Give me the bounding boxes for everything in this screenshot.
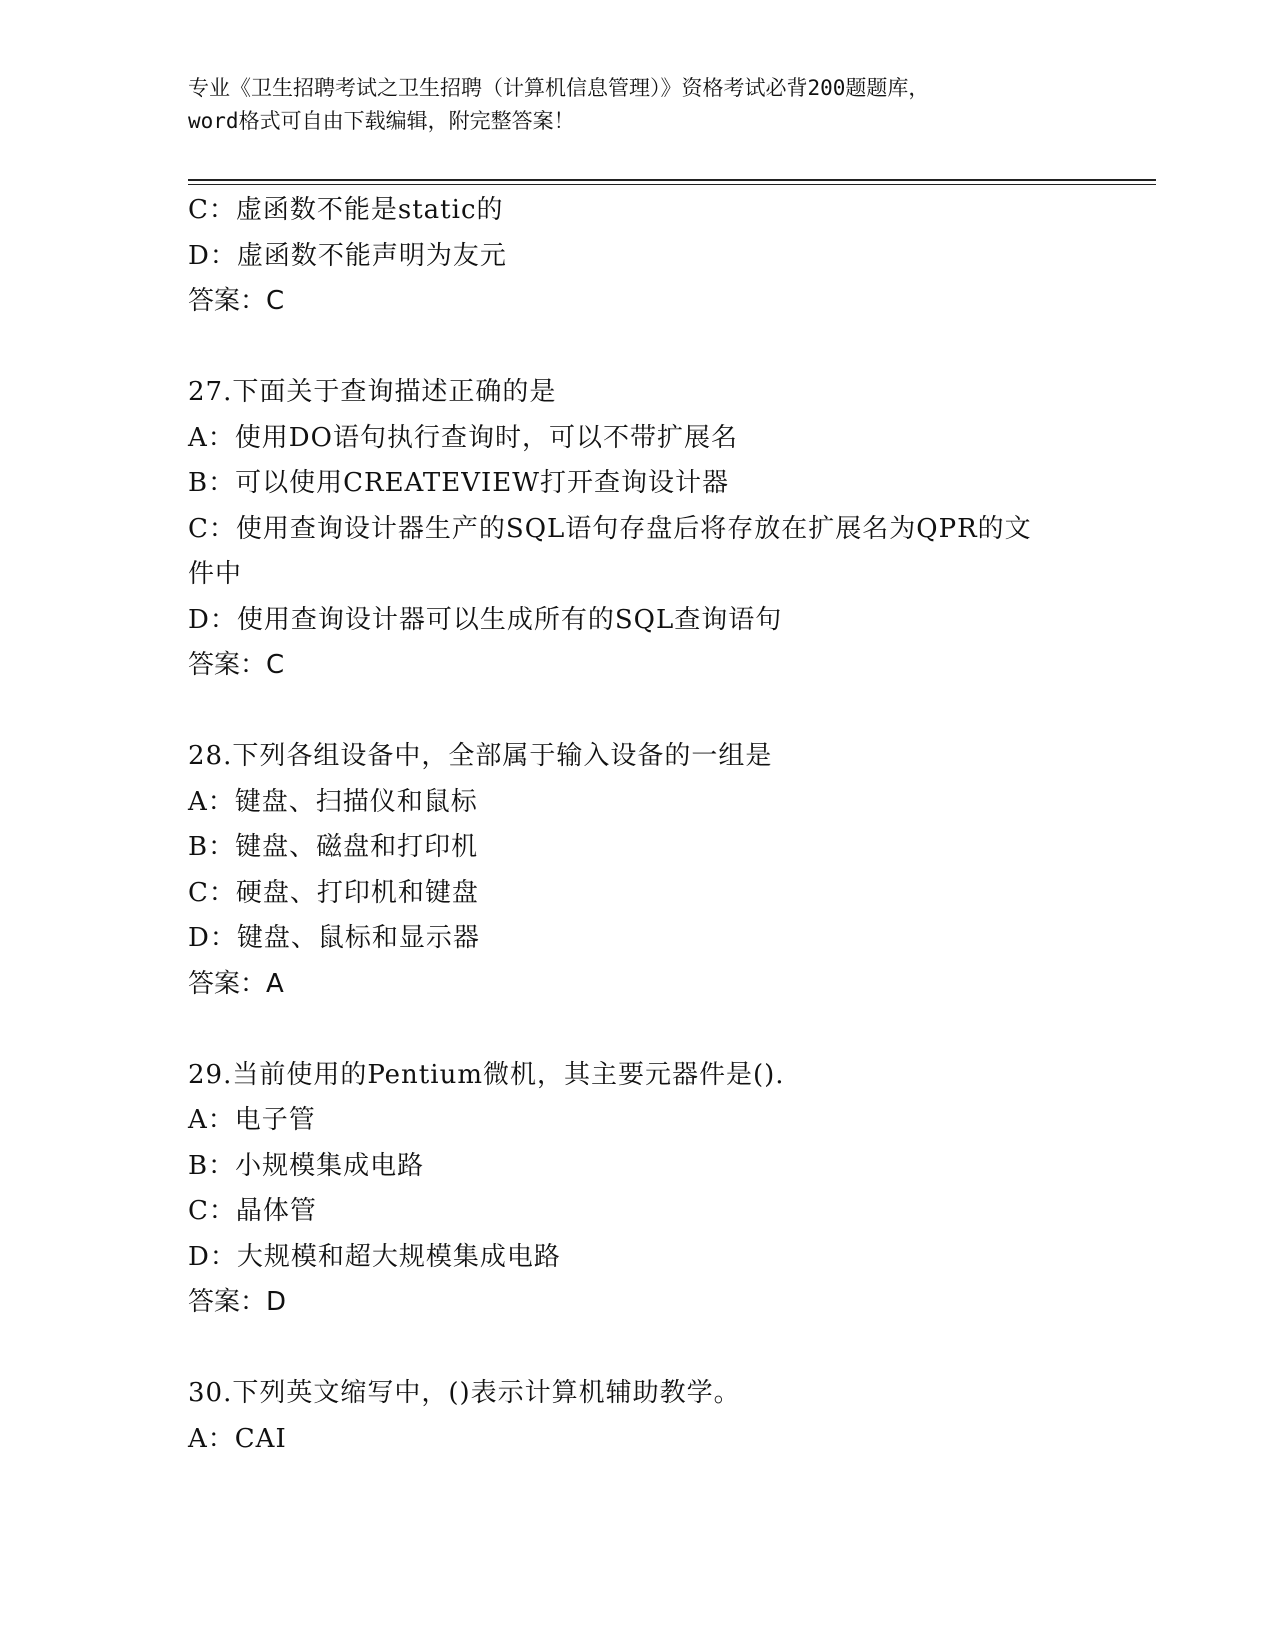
document-header (188, 72, 1088, 138)
option-b: B：小规模集成电路 (188, 1150, 425, 1181)
option-a: A：电子管 (188, 1105, 316, 1135)
option-a: A：键盘、扫描仪和鼠标 (188, 786, 478, 817)
spacer (188, 1007, 1088, 1053)
spacer (188, 1326, 1088, 1372)
answer: 答案：D (188, 1287, 287, 1317)
option-c: C：虚函数不能是static的 (188, 195, 504, 225)
option-c: C：使用查询设计器生产的SQL语句存盘后将存放在扩展名为QPR的文 (188, 513, 1032, 544)
option-a: A：CAI (188, 1423, 287, 1454)
spacer (188, 689, 1088, 735)
question-27 (188, 370, 1088, 689)
header-rule-thin (188, 184, 1156, 185)
option-b: B：键盘、磁盘和打印机 (188, 832, 479, 862)
question-28 (188, 734, 1088, 1007)
question-text: 28.下列各组设备中，全部属于输入设备的一组是 (188, 741, 773, 771)
header-rule-thick (188, 179, 1156, 181)
answer: 答案：C (188, 286, 285, 316)
option-d: D：虚函数不能声明为友元 (188, 240, 507, 271)
option-d: D：使用查询设计器可以生成所有的SQL查询语句 (188, 604, 783, 635)
option-d: D：大规模和超大规模集成电路 (188, 1241, 561, 1272)
option-c-continued: 件中 (188, 559, 243, 589)
question-text: 29.当前使用的Pentium微机，其主要元器件是(). (188, 1059, 785, 1090)
question-29 (188, 1053, 1088, 1326)
option-c: C：晶体管 (188, 1196, 317, 1226)
option-c: C：硬盘、打印机和键盘 (188, 877, 479, 908)
spacer (188, 325, 1088, 371)
option-d: D：键盘、鼠标和显示器 (188, 923, 480, 953)
option-a: A：使用DO语句执行查询时，可以不带扩展名 (188, 422, 738, 453)
question-30 (188, 1371, 1088, 1462)
answer: 答案：C (188, 650, 285, 680)
question-list (188, 188, 1088, 1462)
question-text: 27.下面关于查询描述正确的是 (188, 377, 557, 407)
question-26-tail (188, 188, 1088, 325)
answer: 答案：A (188, 968, 284, 999)
option-b: B：可以使用CREATEVIEW打开查询设计器 (188, 468, 729, 498)
question-text: 30.下列英文缩写中，()表示计算机辅助教学。 (188, 1378, 741, 1408)
header-title-line1: 专业《卫生招聘考试之卫生招聘（计算机信息管理）》资格考试必背200题题库， (188, 76, 930, 100)
header-title-line2: word格式可自由下载编辑，附完整答案！ (188, 109, 575, 133)
